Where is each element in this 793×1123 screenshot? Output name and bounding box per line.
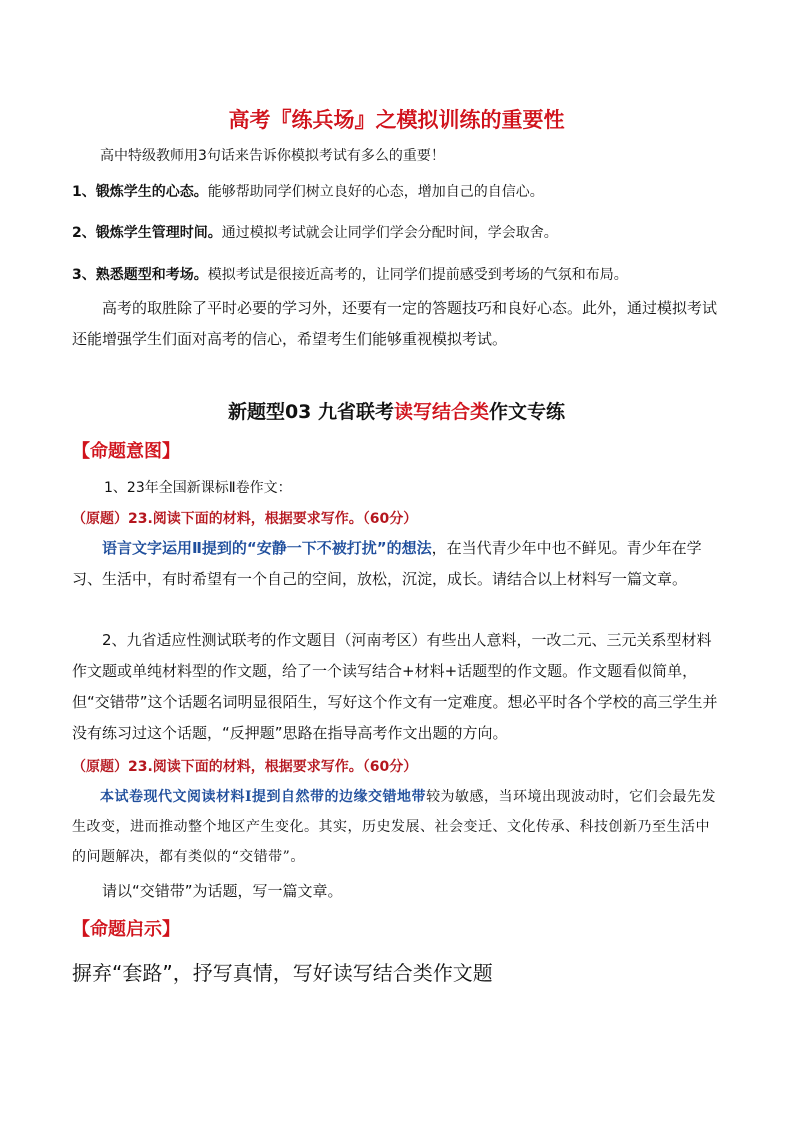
paragraph-3-highlight: 本试卷现代文阅读材料Ⅰ提到自然带的边缘交错地带 <box>100 789 427 805</box>
paragraph-4: 请以“交错带”为话题，写一篇文章。 <box>102 882 343 900</box>
original-question-1: （原题）23.阅读下面的材料，根据要求写作。（60分） <box>72 511 418 527</box>
page-title: 高考『练兵场』之模拟训练的重要性 <box>228 108 565 132</box>
section-title-highlight: 读写结合类 <box>394 401 490 423</box>
paragraph-2: 2、九省适应性测试联考的作文题目（河南考区）有些出人意料，一改二元、三元关系型材料作文题或单纯材料型的作文题，给了一个读写结合+材料+话题型的作文题。作文题看似简单，但“交错带”这个话题名词明显很陌生，写好这个作文有一定难度。想必平时各个学校的高三学生并没有练习过这个话题，“反押题”思路在指导高考作文出题的方向。 <box>72 631 718 742</box>
point-3 <box>72 264 628 284</box>
point-1-label: 1、锻炼学生的心态。 <box>72 184 208 200</box>
point-3-label: 3、熟悉题型和考场。 <box>72 267 208 283</box>
paragraph-1 <box>72 533 720 595</box>
section-title-suffix: 作文专练 <box>489 401 566 423</box>
point-3-text: 模拟考试是很接近高考的，让同学们提前感受到考场的气氛和布局。 <box>207 267 628 283</box>
point-1 <box>72 181 544 201</box>
heading-intent: 【命题意图】 <box>72 441 180 462</box>
point-2-text: 通过模拟考试就会让同学们学会分配时间，学会取舍。 <box>221 225 558 241</box>
point-2 <box>72 222 558 242</box>
heading-inspiration: 【命题启示】 <box>72 919 180 940</box>
paragraph-1-rest: ，在当代青少年中也不鲜见。青少年在学习、生活中，有时希望有一个自己的空间，放松，沉淀，成长。请结合以上材料写一篇文章。 <box>72 539 702 588</box>
paragraph-1-highlight: 语言文字运用Ⅱ提到的“安静一下不被打扰”的想法 <box>102 539 432 557</box>
section-title-prefix: 新题型03 九省联考 <box>227 401 395 423</box>
summary-paragraph: 高考的取胜除了平时必要的学习外，还要有一定的答题技巧和良好心态。此外，通过模拟考试还能增强学生们面对高考的信心，希望考生们能够重视模拟考试。 <box>72 299 718 348</box>
section-title <box>0 397 793 424</box>
original-question-2: （原题）23.阅读下面的材料，根据要求写作。（60分） <box>72 759 418 775</box>
inspiration-line: 摒弃“套路”，抒写真情，写好读写结合类作文题 <box>72 961 493 985</box>
point-1-text: 能够帮助同学们树立良好的心态，增加自己的自信心。 <box>207 184 544 200</box>
paragraph-3-rest: 较为敏感，当环境出现波动时，它们会最先发生改变，进而推动整个地区产生变化。其实，历史发展、社会变迁、文化传承、科技创新乃至生活中的问题解决，都有类似的“交错带”。 <box>72 789 717 865</box>
intro-text: 高中特级教师用3句话来告诉你模拟考试有多么的重要！ <box>100 148 445 164</box>
paragraph-3 <box>72 782 720 872</box>
item-1: 1、23年全国新课标Ⅱ卷作文： <box>104 480 292 496</box>
point-2-label: 2、锻炼学生管理时间。 <box>72 225 222 241</box>
